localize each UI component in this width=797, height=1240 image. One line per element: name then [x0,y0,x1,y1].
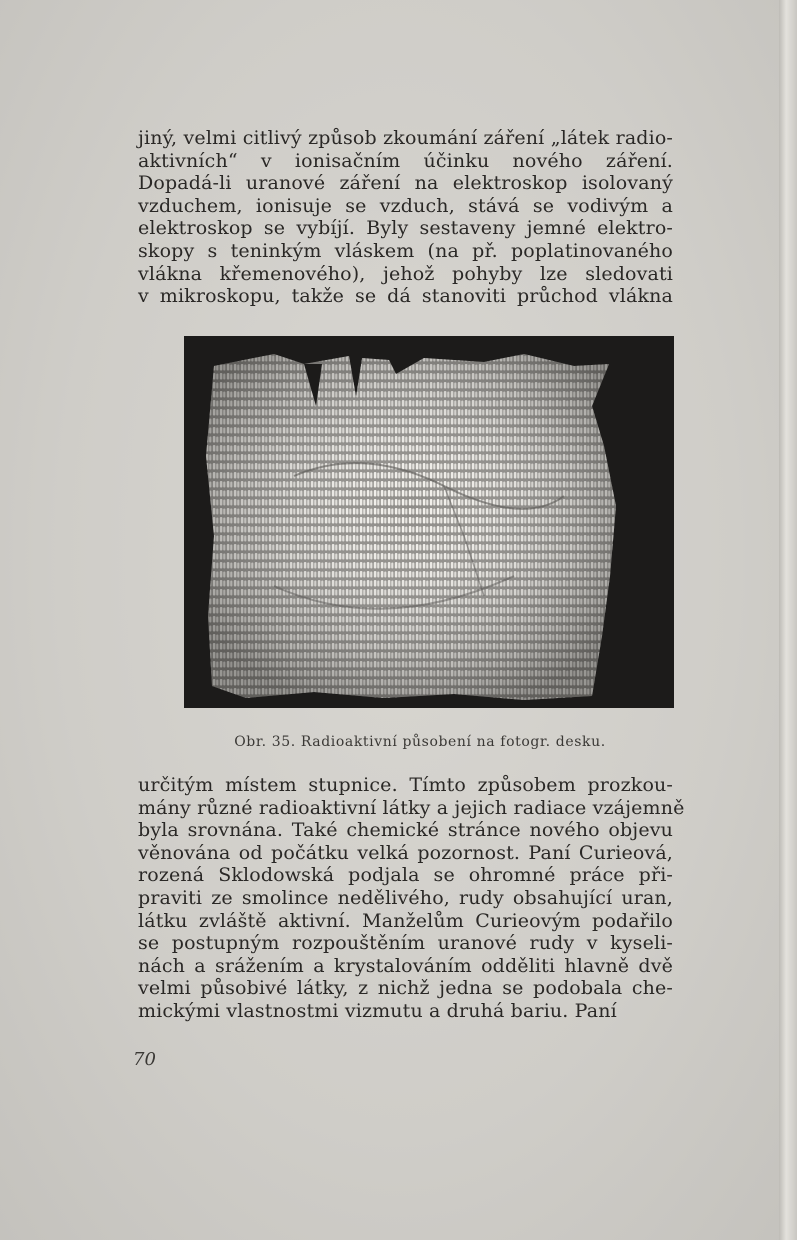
text-line: v mikroskopu, takže se dá stanoviti průchod vlákna [138,285,673,308]
text-line: mickými vlastnostmi vizmutu a druhá bariu. Paní [138,999,617,1022]
photographic-plate-image [184,336,674,708]
text-line: byla srovnána. Také chemické stránce nového objevu [138,819,673,842]
paragraph-bottom [138,774,685,1023]
text-line: Dopadá-li uranové záření na elektroskop isolovaný [138,172,673,195]
radiograph-figure [184,336,674,708]
text-line: látku zvláště aktivní. Manželům Curieovým podařilo [138,909,673,932]
paragraph-top [138,127,673,308]
text-line: určitým místem stupnice. Tímto způsobem prozkou- [138,774,673,796]
page-number: 70 [133,1049,156,1070]
text-line: elektroskop se vybíjí. Byly sestaveny jemné elektro- [138,217,673,240]
text-line: se postupným rozpouštěním uranové rudy v kyseli- [138,932,673,955]
page-edge [779,0,797,1240]
text-line: vzduchem, ionisuje se vzduch, stává se vodivým a [138,194,673,217]
text-line: rozená Sklodowská podjala se ohromné práce při- [138,864,673,887]
text-line: vlákna křemenového), jehož pohyby lze sledovati [138,262,673,285]
text-line: mány různé radioaktivní látky a jejich radiace vzájemně [138,796,685,819]
figure-caption: Obr. 35. Radioaktivní působení na fotogr. desku. [234,734,606,750]
text-line: jiný, velmi citlivý způsob zkoumání záření „látek radio- [138,127,673,149]
text-line: věnována od počátku velká pozornost. Paní Curieová, [138,841,673,864]
text-line: nách a srážením a krystalováním odděliti hlavně dvě [138,954,673,977]
text-line: skopy s teninkým vláskem (na př. poplatinovaného [138,239,673,262]
text-line: aktivních“ v ionisačním účinku nového záření. [138,149,673,172]
text-line: praviti ze smolince nedělivého, rudy obsahující uran, [138,886,673,909]
text-line: velmi působivé látky, z nichž jedna se podobala che- [138,977,673,1000]
